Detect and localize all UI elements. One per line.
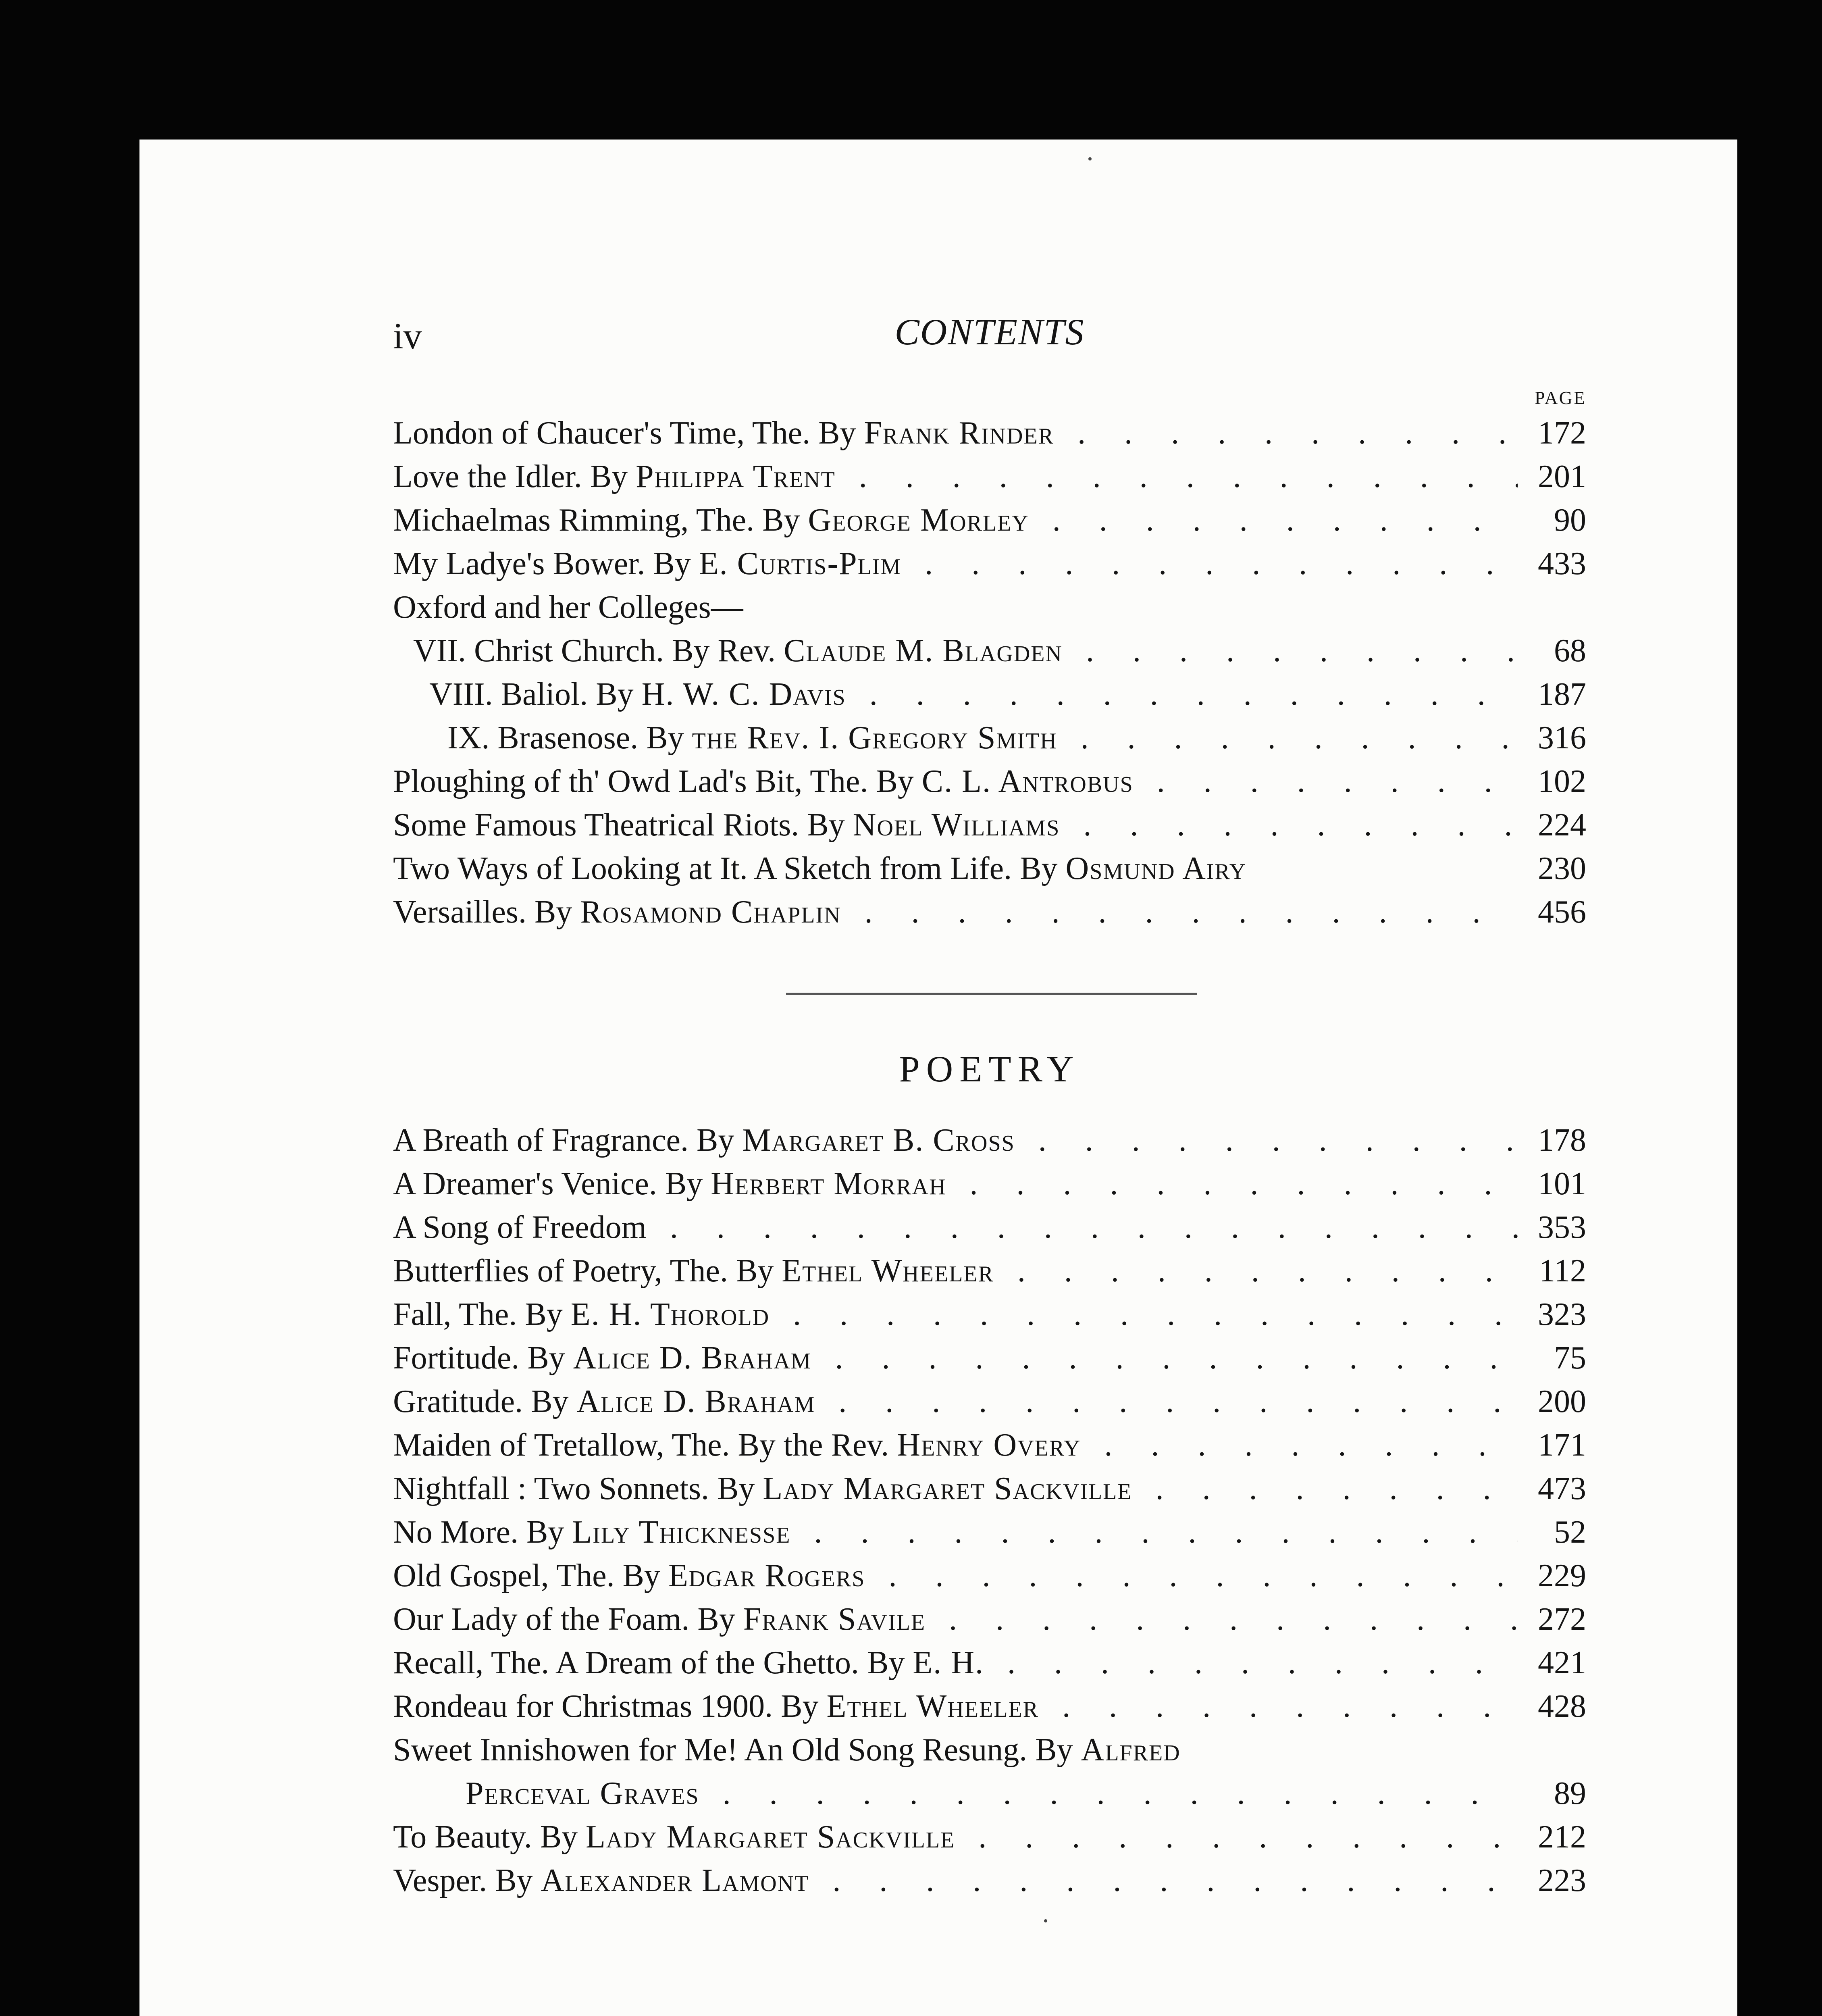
entry-author: the Rev. I. Gregory Smith [692,720,1057,756]
toc-entry [393,760,1586,803]
entry-page: 75 [1518,1336,1586,1380]
entry-title: My Ladye's Bower. By [393,546,699,581]
entry-author: Perceval Graves [466,1776,699,1811]
entry-page: 200 [1518,1380,1586,1423]
toc-entry [393,1685,1586,1728]
entry-title: Old Gospel, The. By [393,1558,668,1593]
entry-author: Frank Rinder [864,415,1055,451]
entry-page: 428 [1518,1685,1586,1728]
entry-author: Alexander Lamont [541,1863,809,1898]
entry-page: 316 [1518,716,1586,760]
entry-author: Osmund Airy [1065,851,1247,886]
entry-page: 90 [1518,498,1586,542]
entry-title: VII. Christ Church. By Rev. [413,633,784,669]
entry-author: Lily Thicknesse [572,1514,791,1550]
entry-page: 433 [1518,542,1586,585]
entry-title: Sweet Innishowen for Me! An Old Song Resung. By [393,1732,1081,1768]
entry-author: H. W. C. Davis [641,677,846,712]
paper-speck [1044,1919,1047,1922]
toc-entry [393,716,1586,760]
entry-author: E. H. Thorold [570,1297,770,1332]
entry-page: 102 [1518,760,1586,803]
section-divider [786,993,1197,995]
toc-entry [393,1597,1586,1641]
entry-title: No More. By [393,1514,572,1550]
entry-title: Oxford and her Colleges— [393,589,743,625]
toc-entry [393,411,1586,455]
entry-page: 68 [1518,629,1586,673]
entry-page: 230 [1518,847,1586,890]
entry-author: Lady Margaret Sackville [586,1819,955,1855]
entry-title: Recall, The. A Dream of the Ghetto. By [393,1645,913,1681]
page-title: CONTENTS [894,311,1085,352]
toc-entry [393,1293,1586,1336]
page-column-label: PAGE [1535,387,1586,408]
entry-page: 187 [1518,673,1586,716]
paper-speck [1088,157,1092,160]
entry-page: 201 [1518,455,1586,498]
toc-entry [393,847,1586,890]
entry-title: Ploughing of th' Owd Lad's Bit, The. By [393,764,922,799]
entry-page: 223 [1518,1859,1586,1902]
toc-entry [393,1249,1586,1293]
entry-title: A Breath of Fragrance. By [393,1123,743,1158]
entry-author: C. L. Antrobus [921,764,1134,799]
entry-title: Vesper. By [393,1863,541,1898]
entry-author: E. Curtis-Plim [699,546,902,581]
entry-title: Maiden of Tretallow, The. By the Rev. [393,1427,897,1463]
toc-entry [393,1162,1586,1206]
entry-title: London of Chaucer's Time, The. By [393,415,864,451]
entry-title: Some Famous Theatrical Riots. By [393,807,853,843]
entry-author: Claude M. Blagden [784,633,1063,669]
entry-author: Lady Margaret Sackville [763,1471,1132,1506]
entry-page: 473 [1518,1467,1586,1510]
entry-title: Love the Idler. By [393,459,636,494]
toc-entry [393,1728,1586,1772]
toc-entry-continuation [393,1772,1586,1815]
entry-title: Two Ways of Looking at It. A Sketch from Life. By [393,851,1066,886]
toc-entry [393,673,1586,716]
toc-group-heading [393,585,1586,629]
entry-author: Frank Savile [743,1602,926,1637]
entry-page: 212 [1518,1815,1586,1859]
entry-author: Alice D. Braham [576,1384,815,1419]
toc-entry [393,629,1586,673]
entry-title: Nightfall : Two Sonnets. By [393,1471,763,1506]
toc-entry [393,890,1586,934]
entry-title: Fortitude. By [393,1340,573,1376]
entry-title: Versailles. By [393,894,580,930]
entry-title: Butterflies of Poetry, The. By [393,1253,782,1289]
toc-entry [393,1641,1586,1685]
entry-author: E. H. [913,1645,984,1681]
entry-author: Noel Williams [853,807,1060,843]
entry-page: 89 [1518,1772,1586,1815]
entry-author: Herbert Morrah [711,1166,946,1202]
entry-page: 323 [1518,1293,1586,1336]
entry-author: Rosamond Chaplin [580,894,841,930]
entry-page: 456 [1518,890,1586,934]
entry-title: Fall, The. By [393,1297,571,1332]
entry-author: Alice D. Braham [573,1340,812,1376]
prose-contents-list [393,411,1586,934]
running-head [393,306,1586,371]
toc-entry [393,1118,1586,1162]
poetry-contents-list [393,1118,1586,1902]
toc-entry [393,498,1586,542]
entry-page: 112 [1518,1249,1586,1293]
entry-author: Henry Overy [897,1427,1081,1463]
entry-page: 178 [1518,1118,1586,1162]
entry-title: A Song of Freedom [393,1210,647,1245]
toc-entry [393,1336,1586,1380]
entry-title: A Dreamer's Venice. By [393,1166,711,1202]
toc-entry [393,1859,1586,1902]
entry-page: 229 [1518,1554,1586,1597]
entry-page: 52 [1518,1510,1586,1554]
entry-title: Rondeau for Christmas 1900. By [393,1689,827,1724]
page-number: iv [393,315,422,356]
entry-title: To Beauty. By [393,1819,586,1855]
entry-title: Michaelmas Rimming, The. By [393,502,808,538]
entry-author: Philippa Trent [636,459,836,494]
toc-entry [393,1815,1586,1859]
toc-entry [393,1206,1586,1249]
entry-author: Ethel Wheeler [782,1253,994,1289]
toc-entry [393,1554,1586,1597]
entry-page: 172 [1518,411,1586,455]
entry-author: Alfred [1081,1732,1181,1768]
entry-author: George Morley [808,502,1029,538]
entry-author: Margaret B. Cross [742,1123,1015,1158]
toc-entry [393,1380,1586,1423]
toc-entry [393,1510,1586,1554]
entry-page: 101 [1518,1162,1586,1206]
entry-page: 224 [1518,803,1586,847]
entry-author: Edgar Rogers [668,1558,865,1593]
entry-page: 421 [1518,1641,1586,1685]
toc-entry [393,1467,1586,1510]
entry-page: 272 [1518,1597,1586,1641]
toc-entry [393,803,1586,847]
entry-title: Our Lady of the Foam. By [393,1602,743,1637]
entry-page: 171 [1518,1423,1586,1467]
section-heading-poetry: POETRY [899,1048,1080,1089]
entry-title: VIII. Baliol. By [429,677,642,712]
entry-title: IX. Brasenose. By [447,720,692,756]
toc-entry [393,455,1586,498]
entry-author: Ethel Wheeler [826,1689,1039,1724]
entry-title: Gratitude. By [393,1384,577,1419]
toc-entry [393,1423,1586,1467]
entry-page: 353 [1518,1206,1586,1249]
toc-entry [393,542,1586,585]
